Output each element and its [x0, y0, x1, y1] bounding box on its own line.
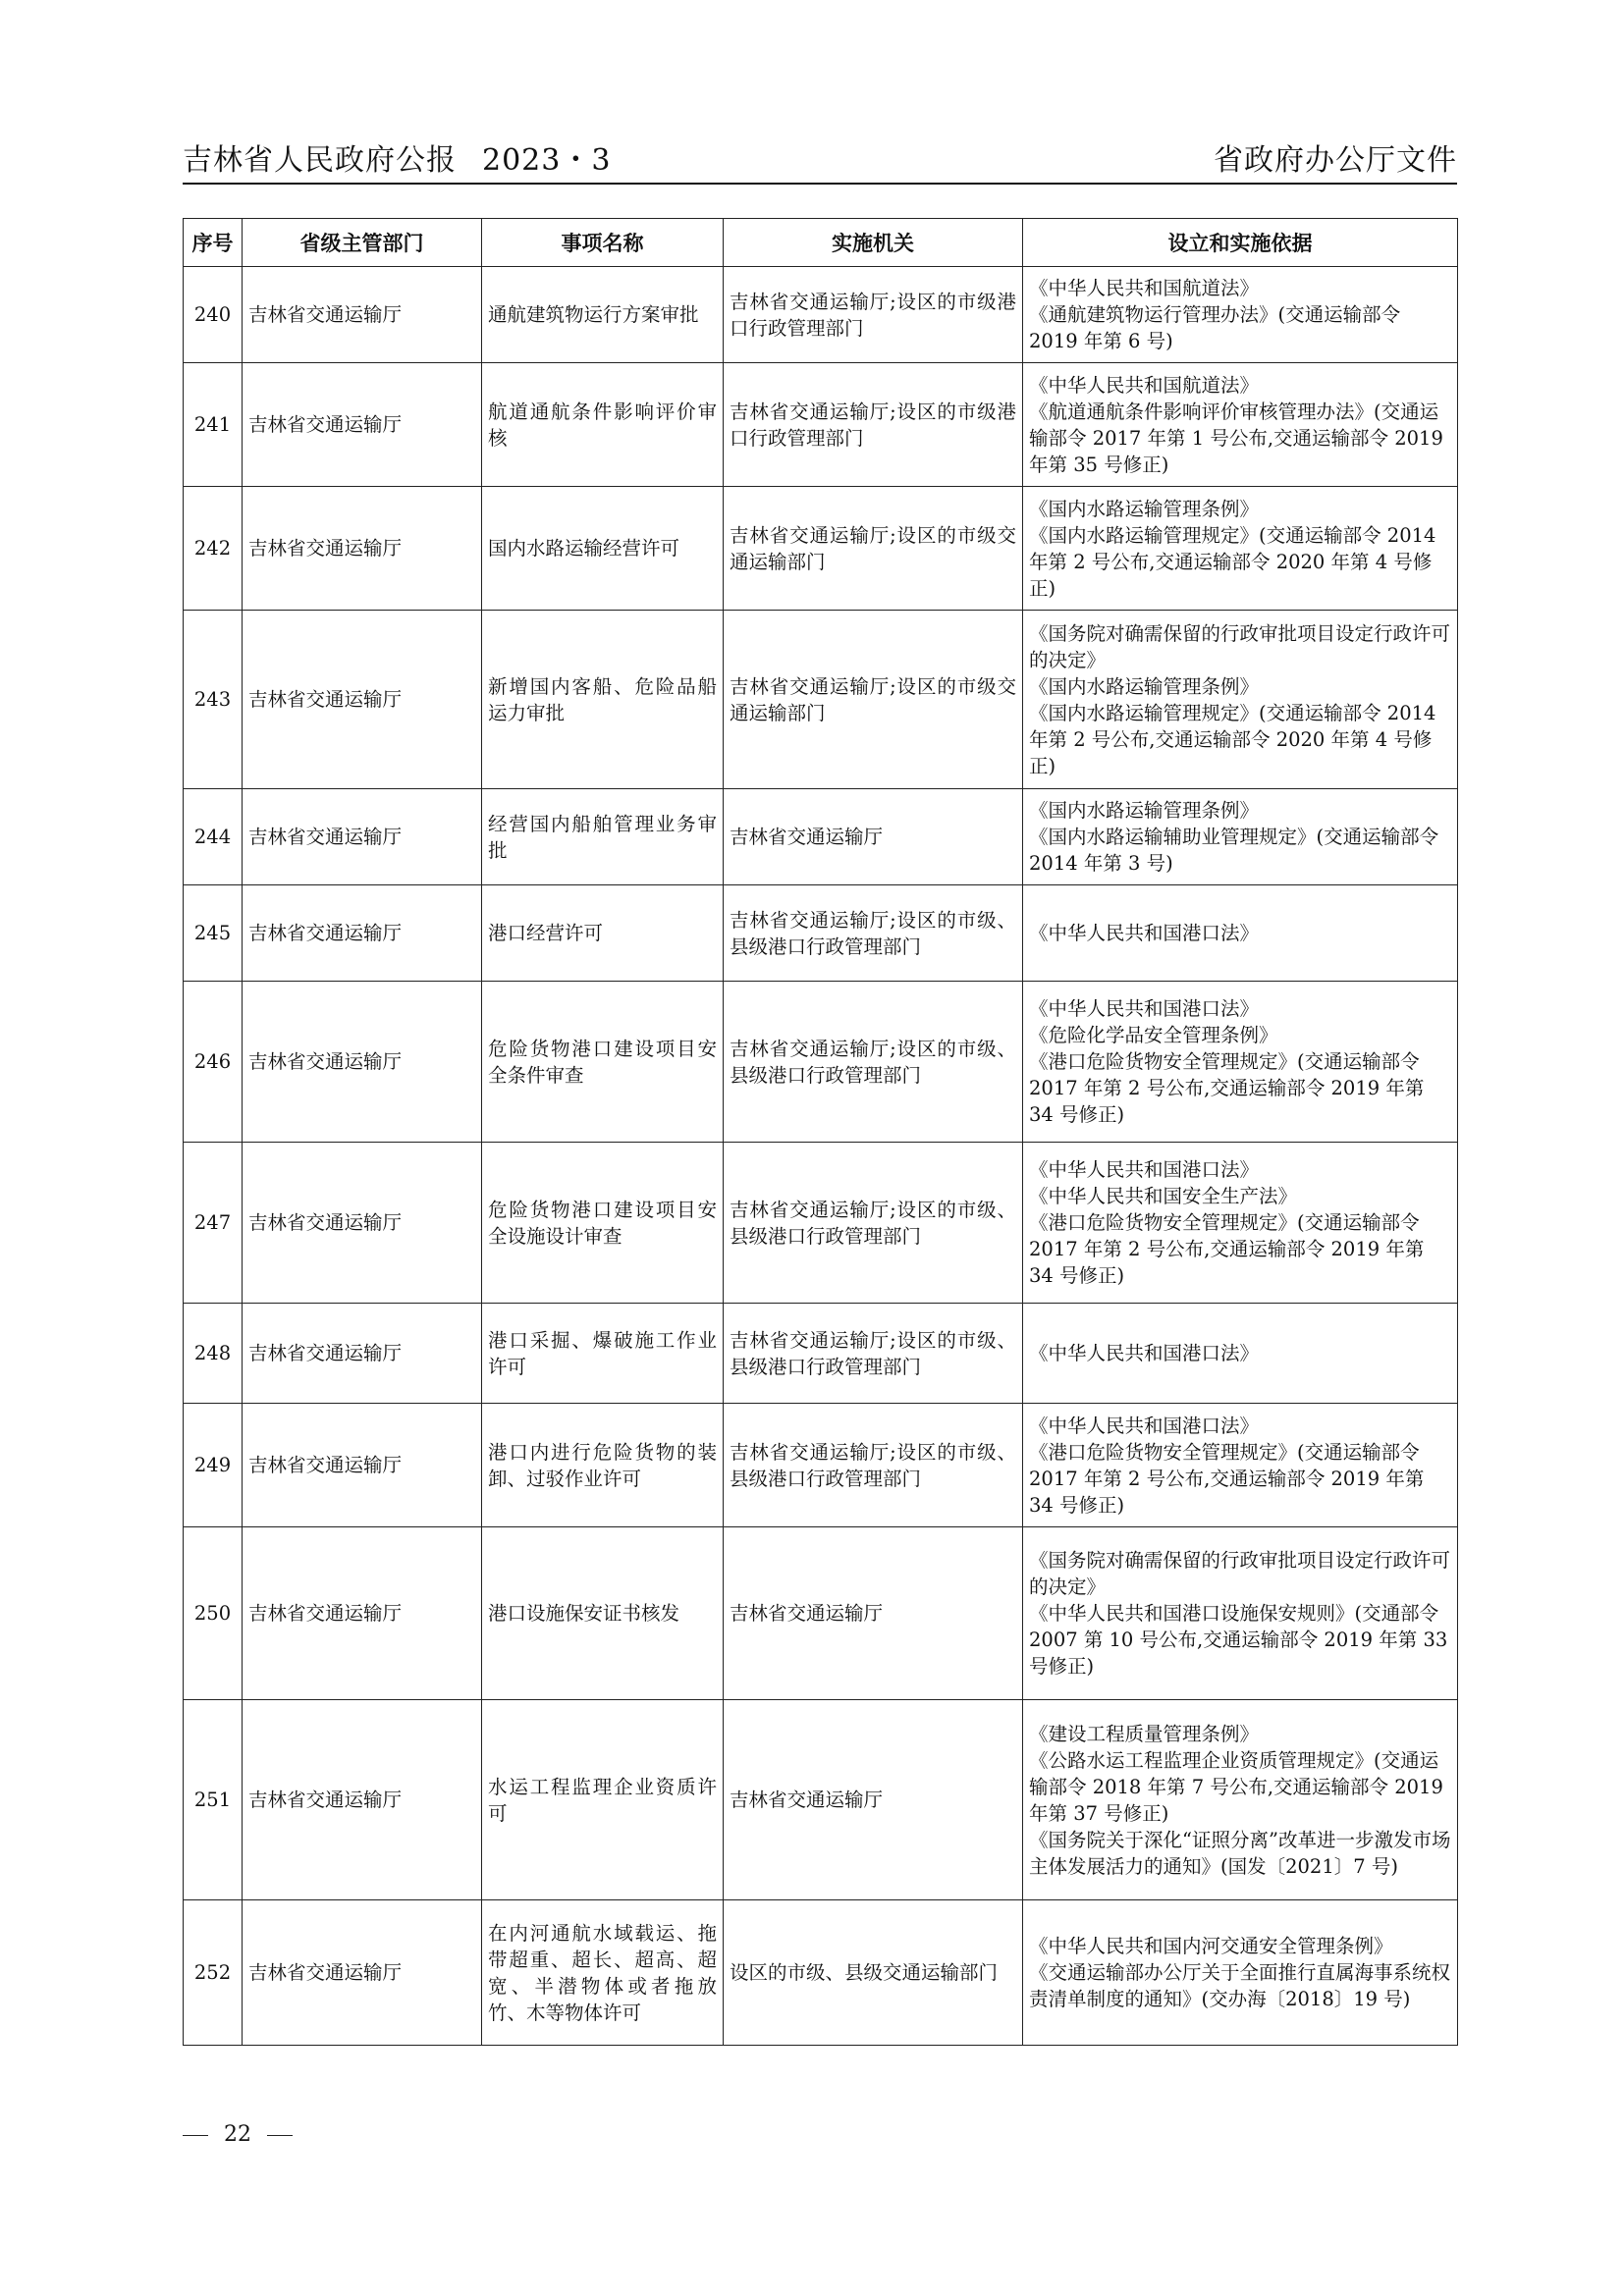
- table-row: [184, 885, 1458, 982]
- cell-basis: 《中华人民共和国港口法》: [1023, 1304, 1458, 1404]
- table-row: [184, 1527, 1458, 1700]
- cell-no: 241: [184, 363, 243, 487]
- cell-dept: 吉林省交通运输厅: [243, 982, 482, 1143]
- cell-dept: 吉林省交通运输厅: [243, 1900, 482, 2046]
- cell-item: 新增国内客船、危险品船运力审批: [482, 611, 724, 789]
- cell-basis: 《国内水路运输管理条例》 《国内水路运输辅助业管理规定》(交通运输部令 2014 年第 3 号): [1023, 789, 1458, 885]
- table-row: [184, 363, 1458, 487]
- cell-basis: 《中华人民共和国港口法》 《危险化学品安全管理条例》 《港口危险货物安全管理规定》(交通运输部令 2017 年第 2 号公布,交通运输部令 2019 年第 34 号修正): [1023, 982, 1458, 1143]
- cell-item: 港口内进行危险货物的装卸、过驳作业许可: [482, 1404, 724, 1527]
- col-header-org: 实施机关: [724, 219, 1023, 267]
- cell-org: 吉林省交通运输厅;设区的市级交通运输部门: [724, 487, 1023, 611]
- table-row: [184, 487, 1458, 611]
- cell-org: 吉林省交通运输厅;设区的市级、县级港口行政管理部门: [724, 1143, 1023, 1304]
- page-footer: [183, 2122, 293, 2147]
- cell-dept: 吉林省交通运输厅: [243, 363, 482, 487]
- cell-org: 吉林省交通运输厅: [724, 789, 1023, 885]
- cell-no: 244: [184, 789, 243, 885]
- header-divider: [183, 183, 1457, 185]
- section-title: 省政府办公厅文件: [1214, 143, 1457, 178]
- table-row: [184, 789, 1458, 885]
- cell-basis: 《国内水路运输管理条例》 《国内水路运输管理规定》(交通运输部令 2014 年第 2 号公布,交通运输部令 2020 年第 4 号修正): [1023, 487, 1458, 611]
- cell-no: 243: [184, 611, 243, 789]
- cell-basis: 《建设工程质量管理条例》 《公路水运工程监理企业资质管理规定》(交通运输部令 2018 年第 7 号公布,交通运输部令 2019 年第 37 号修正) 《国务院关于深化“证照分离”改革进一步激发市场主体发展活力的通知》(国发〔2021〕7 号): [1023, 1700, 1458, 1900]
- cell-no: 251: [184, 1700, 243, 1900]
- cell-no: 242: [184, 487, 243, 611]
- table-row: [184, 267, 1458, 363]
- items-table: [183, 218, 1458, 2046]
- cell-item: 危险货物港口建设项目安全设施设计审查: [482, 1143, 724, 1304]
- cell-org: 吉林省交通运输厅;设区的市级港口行政管理部门: [724, 363, 1023, 487]
- cell-basis: 《国务院对确需保留的行政审批项目设定行政许可的决定》 《国内水路运输管理条例》 《国内水路运输管理规定》(交通运输部令 2014 年第 2 号公布,交通运输部令 2020 年第 4 号修正): [1023, 611, 1458, 789]
- cell-dept: 吉林省交通运输厅: [243, 487, 482, 611]
- cell-item: 港口采掘、爆破施工作业许可: [482, 1304, 724, 1404]
- cell-dept: 吉林省交通运输厅: [243, 789, 482, 885]
- col-header-no: 序号: [184, 219, 243, 267]
- col-header-item: 事项名称: [482, 219, 724, 267]
- footer-dash-right: [267, 2135, 293, 2136]
- table-header-row: [184, 219, 1458, 267]
- cell-org: 吉林省交通运输厅;设区的市级、县级港口行政管理部门: [724, 1304, 1023, 1404]
- cell-basis: 《中华人民共和国港口法》: [1023, 885, 1458, 982]
- table-row: [184, 1900, 1458, 2046]
- cell-org: 吉林省交通运输厅;设区的市级、县级港口行政管理部门: [724, 885, 1023, 982]
- page-number: 22: [224, 2122, 251, 2147]
- cell-basis: 《中华人民共和国航道法》 《航道通航条件影响评价审核管理办法》(交通运输部令 2017 年第 1 号公布,交通运输部令 2019 年第 35 号修正): [1023, 363, 1458, 487]
- table-row: [184, 611, 1458, 789]
- cell-org: 吉林省交通运输厅;设区的市级、县级港口行政管理部门: [724, 982, 1023, 1143]
- cell-dept: 吉林省交通运输厅: [243, 1143, 482, 1304]
- cell-basis: 《中华人民共和国港口法》 《港口危险货物安全管理规定》(交通运输部令 2017 年第 2 号公布,交通运输部令 2019 年第 34 号修正): [1023, 1404, 1458, 1527]
- cell-no: 247: [184, 1143, 243, 1304]
- cell-dept: 吉林省交通运输厅: [243, 1527, 482, 1700]
- cell-org: 吉林省交通运输厅;设区的市级交通运输部门: [724, 611, 1023, 789]
- table-row: [184, 1304, 1458, 1404]
- table-row: [184, 1700, 1458, 1900]
- cell-no: 250: [184, 1527, 243, 1700]
- cell-no: 248: [184, 1304, 243, 1404]
- cell-basis: 《中华人民共和国港口法》 《中华人民共和国安全生产法》 《港口危险货物安全管理规定》(交通运输部令 2017 年第 2 号公布,交通运输部令 2019 年第 34 号修正): [1023, 1143, 1458, 1304]
- cell-basis: 《中华人民共和国航道法》 《通航建筑物运行管理办法》(交通运输部令 2019 年第 6 号): [1023, 267, 1458, 363]
- cell-no: 240: [184, 267, 243, 363]
- cell-basis: 《中华人民共和国内河交通安全管理条例》 《交通运输部办公厅关于全面推行直属海事系统权责清单制度的通知》(交办海〔2018〕19 号): [1023, 1900, 1458, 2046]
- issue-number: 2023・3: [482, 143, 612, 178]
- cell-dept: 吉林省交通运输厅: [243, 885, 482, 982]
- publication-title: 吉林省人民政府公报: [183, 143, 457, 178]
- cell-dept: 吉林省交通运输厅: [243, 267, 482, 363]
- cell-item: 水运工程监理企业资质许可: [482, 1700, 724, 1900]
- cell-item: 港口设施保安证书核发: [482, 1527, 724, 1700]
- cell-item: 航道通航条件影响评价审核: [482, 363, 724, 487]
- cell-item: 危险货物港口建设项目安全条件审查: [482, 982, 724, 1143]
- cell-no: 246: [184, 982, 243, 1143]
- cell-item: 港口经营许可: [482, 885, 724, 982]
- cell-dept: 吉林省交通运输厅: [243, 1700, 482, 1900]
- cell-org: 吉林省交通运输厅: [724, 1527, 1023, 1700]
- cell-item: 经营国内船舶管理业务审批: [482, 789, 724, 885]
- cell-item: 在内河通航水域载运、拖带超重、超长、超高、超宽、半潜物体或者拖放竹、木等物体许可: [482, 1900, 724, 2046]
- cell-no: 245: [184, 885, 243, 982]
- cell-dept: 吉林省交通运输厅: [243, 1404, 482, 1527]
- cell-item: 通航建筑物运行方案审批: [482, 267, 724, 363]
- cell-no: 249: [184, 1404, 243, 1527]
- header-left: [183, 135, 611, 179]
- table-row: [184, 1404, 1458, 1527]
- cell-basis: 《国务院对确需保留的行政审批项目设定行政许可的决定》 《中华人民共和国港口设施保安规则》(交通部令 2007 第 10 号公布,交通运输部令 2019 年第 33 号修正): [1023, 1527, 1458, 1700]
- col-header-basis: 设立和实施依据: [1023, 219, 1458, 267]
- cell-org: 设区的市级、县级交通运输部门: [724, 1900, 1023, 2046]
- cell-org: 吉林省交通运输厅;设区的市级、县级港口行政管理部门: [724, 1404, 1023, 1527]
- cell-org: 吉林省交通运输厅: [724, 1700, 1023, 1900]
- page-header: [183, 126, 1457, 183]
- cell-item: 国内水路运输经营许可: [482, 487, 724, 611]
- cell-no: 252: [184, 1900, 243, 2046]
- col-header-dept: 省级主管部门: [243, 219, 482, 267]
- table-row: [184, 982, 1458, 1143]
- footer-dash-left: [183, 2135, 208, 2136]
- cell-dept: 吉林省交通运输厅: [243, 1304, 482, 1404]
- table-row: [184, 1143, 1458, 1304]
- cell-org: 吉林省交通运输厅;设区的市级港口行政管理部门: [724, 267, 1023, 363]
- cell-dept: 吉林省交通运输厅: [243, 611, 482, 789]
